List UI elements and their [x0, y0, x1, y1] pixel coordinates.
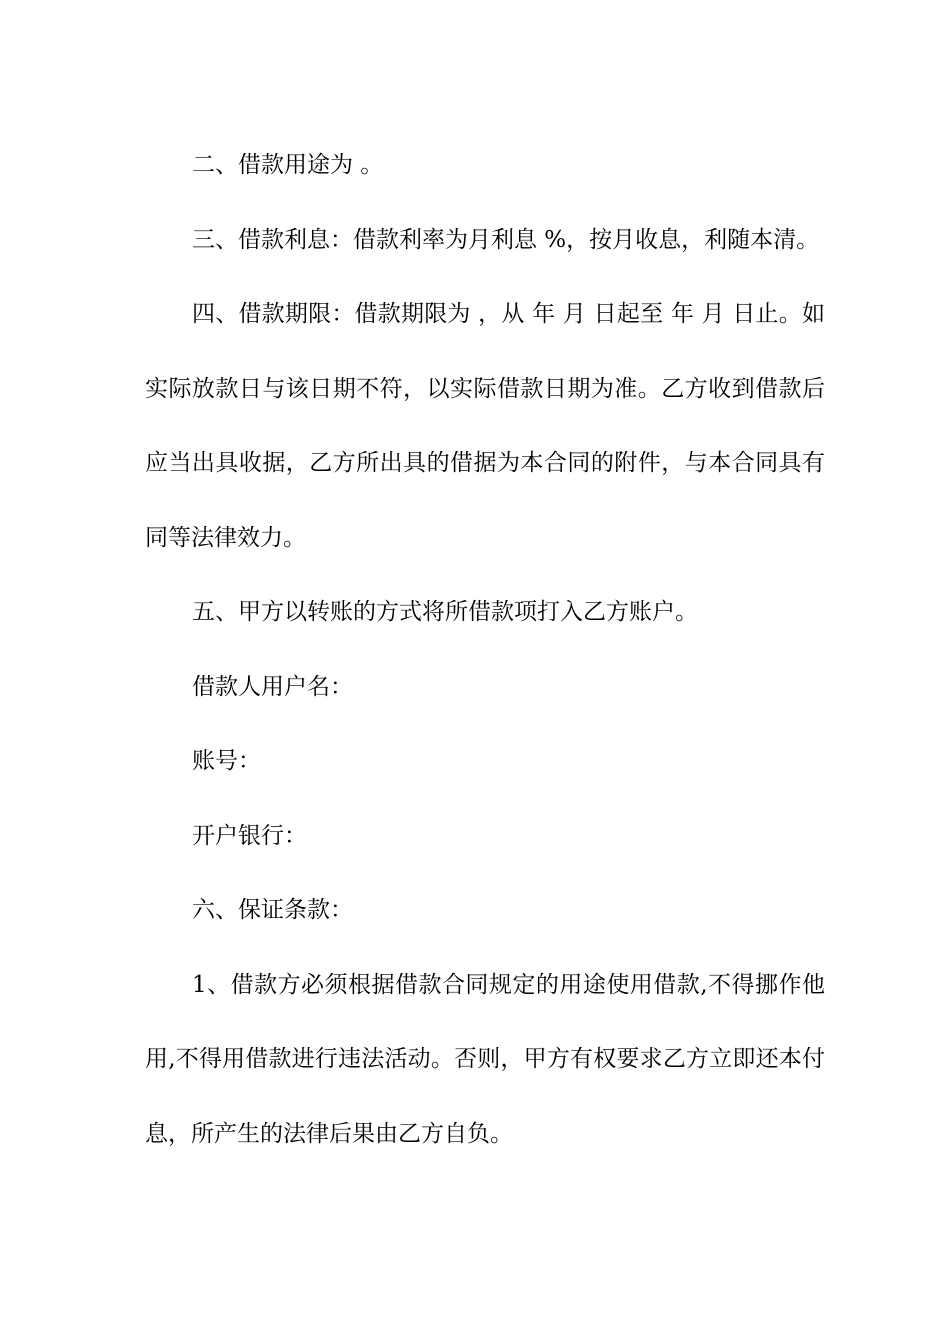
paragraph-transfer-method: 五、甲方以转账的方式将所借款项打入乙方账户。: [192, 599, 698, 625]
paragraph-guarantee-heading: 六、保证条款：: [192, 897, 353, 923]
paragraph-account-number: 账号：: [192, 748, 261, 774]
paragraph-borrower-username: 借款人用户名：: [192, 673, 353, 700]
paragraph-guarantee-clause-1: 1、借款方必须根据借款合同规定的用途使用借款,不得挪作他用,不得用借款进行违法活动。否则，甲方有权要求乙方立即还本付息，所产生的法律后果由乙方自负。: [145, 971, 825, 1147]
paragraph-bank: 开户银行：: [192, 822, 307, 849]
paragraph-loan-interest: 三、借款利息：借款利率为月利息 %，按月收息，利随本清。: [192, 226, 820, 253]
document-body: [145, 128, 825, 1171]
paragraph-loan-term: 四、借款期限：借款期限为 ，从 年 月 日起至 年 月 日止。如实际放款日与该日期不符，以实际借款日期为准。乙方收到借款后应当出具收据，乙方所出具的借据为本合同的附件，与本合同具有同等法律效力。: [145, 301, 825, 551]
paragraph-loan-purpose: 二、借款用途为 。: [192, 152, 384, 178]
